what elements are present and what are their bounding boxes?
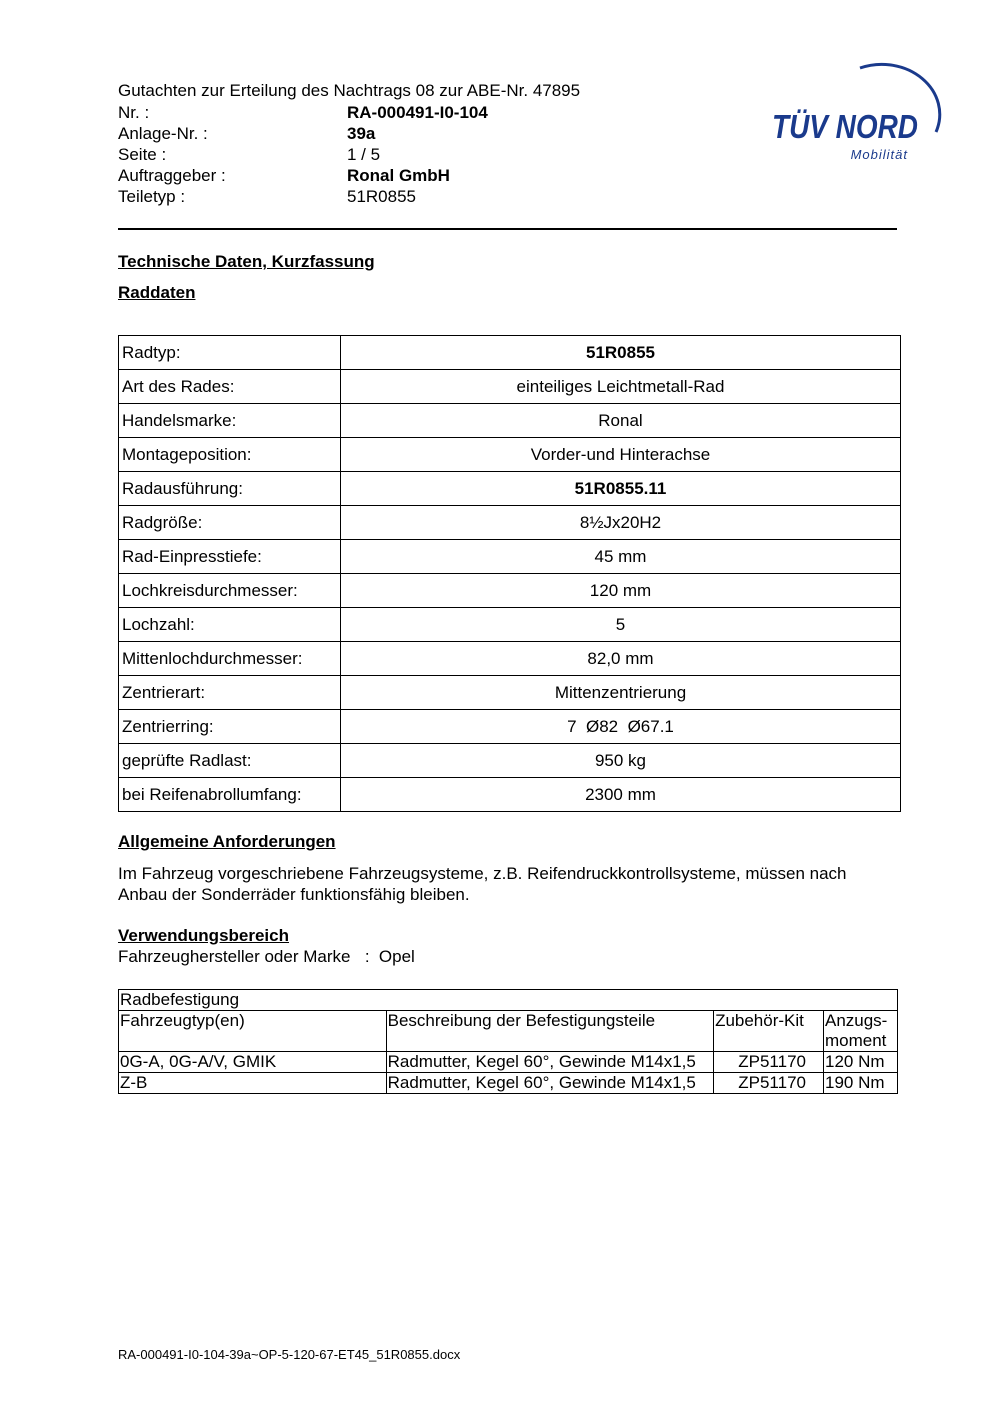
table-row (119, 1052, 898, 1073)
raddaten-label: Radgröße: (119, 506, 341, 540)
header-label: Seite : (118, 145, 167, 164)
raddaten-value: 51R0855.11 (341, 472, 901, 506)
column-header: Fahrzeugtyp(en) (119, 1011, 387, 1052)
verwendung-separator: : (364, 947, 370, 966)
table-row (119, 370, 901, 404)
header-label: Anlage-Nr. : (118, 124, 208, 143)
raddaten-value: 5 (341, 608, 901, 642)
table-row (119, 778, 901, 812)
raddaten-label: Art des Rades: (119, 370, 341, 404)
raddaten-value: 2300 mm (341, 778, 901, 812)
verwendung-value: Opel (378, 947, 415, 966)
header-divider (118, 228, 897, 230)
raddaten-value: 82,0 mm (341, 642, 901, 676)
raddaten-label: Zentrierart: (119, 676, 341, 710)
raddaten-value: Ronal (341, 404, 901, 438)
header-info (118, 102, 488, 207)
header-value: RA-000491-I0-104 (347, 103, 488, 122)
raddaten-label: Lochkreisdurchmesser: (119, 574, 341, 608)
section-heading-verwendung: Verwendungsbereich (118, 926, 289, 945)
footer-filename: RA-000491-I0-104-39a~OP-5-120-67-ET45_51R0855.docx (118, 1347, 461, 1362)
header-row-anlage (118, 123, 488, 144)
section-heading-allgemein: Allgemeine Anforderungen (118, 832, 336, 851)
header-label: Teiletyp : (118, 187, 186, 206)
raddaten-value: 7 Ø82 Ø67.1 (341, 710, 901, 744)
table-row (119, 676, 901, 710)
allgemein-paragraph: Im Fahrzeug vorgeschriebene Fahrzeugsysteme, z.B. Reifendruckkontrollsysteme, müssen nach Anbau der Sonderräder funktionsfähig bleiben. (118, 864, 847, 904)
verwendung-line (118, 946, 415, 967)
raddaten-label: Zentrierring: (119, 710, 341, 744)
logo-brand-text: TÜV NORD (772, 108, 918, 145)
raddaten-value: 51R0855 (341, 336, 901, 370)
raddaten-value: Mittenzentrierung (341, 676, 901, 710)
section-heading-technical: Technische Daten, Kurzfassung (118, 252, 375, 271)
table-cell: Radmutter, Kegel 60°, Gewinde M14x1,5 (386, 1073, 713, 1094)
column-header: Anzugs- moment (823, 1011, 897, 1052)
column-header: Beschreibung der Befestigungsteile (386, 1011, 713, 1052)
header-row-seite (118, 144, 488, 165)
table-row (119, 506, 901, 540)
raddaten-value: Vorder-und Hinterachse (341, 438, 901, 472)
befestigung-title: Radbefestigung (119, 990, 898, 1011)
raddaten-value: 950 kg (341, 744, 901, 778)
table-cell: 190 Nm (823, 1073, 897, 1094)
raddaten-value: 45 mm (341, 540, 901, 574)
befestigung-table (118, 989, 898, 1094)
raddaten-label: bei Reifenabrollumfang: (119, 778, 341, 812)
raddaten-table (118, 335, 901, 812)
raddaten-value: 8½Jx20H2 (341, 506, 901, 540)
table-row (119, 574, 901, 608)
table-row (119, 472, 901, 506)
table-row (119, 608, 901, 642)
tuv-nord-logo (770, 60, 945, 164)
column-header: Zubehör-Kit (714, 1011, 824, 1052)
header-label: Auftraggeber : (118, 166, 226, 185)
header-value: 1 / 5 (347, 145, 381, 164)
table-row (119, 990, 898, 1011)
logo-sub-text: Mobilität (850, 147, 908, 162)
table-row (119, 744, 901, 778)
raddaten-label: Handelsmarke: (119, 404, 341, 438)
header-value: Ronal GmbH (347, 166, 450, 185)
header-row-auftraggeber (118, 165, 488, 186)
section-heading-raddaten: Raddaten (118, 283, 196, 302)
raddaten-label: Lochzahl: (119, 608, 341, 642)
raddaten-label: Rad-Einpresstiefe: (119, 540, 341, 574)
document-title: Gutachten zur Erteilung des Nachtrags 08 zur ABE-Nr. 47895 (118, 81, 581, 100)
table-header-row (119, 1011, 898, 1052)
header-row-teiletyp (118, 186, 488, 207)
table-cell: ZP51170 (714, 1073, 824, 1094)
header-value: 39a (347, 124, 376, 143)
table-cell: Z-B (119, 1073, 387, 1094)
table-row (119, 1073, 898, 1094)
raddaten-label: geprüfte Radlast: (119, 744, 341, 778)
verwendung-label: Fahrzeughersteller oder Marke (118, 947, 351, 966)
table-cell: 0G-A, 0G-A/V, GMIK (119, 1052, 387, 1073)
table-cell: 120 Nm (823, 1052, 897, 1073)
table-row (119, 710, 901, 744)
raddaten-label: Montageposition: (119, 438, 341, 472)
table-row (119, 438, 901, 472)
table-row (119, 540, 901, 574)
raddaten-label: Radausführung: (119, 472, 341, 506)
table-row (119, 404, 901, 438)
raddaten-value: einteiliges Leichtmetall-Rad (341, 370, 901, 404)
raddaten-label: Radtyp: (119, 336, 341, 370)
header-row-nr (118, 102, 488, 123)
table-cell: Radmutter, Kegel 60°, Gewinde M14x1,5 (386, 1052, 713, 1073)
header-label: Nr. : (118, 103, 150, 122)
table-cell: ZP51170 (714, 1052, 824, 1073)
header-value: 51R0855 (347, 187, 417, 206)
raddaten-label: Mittenlochdurchmesser: (119, 642, 341, 676)
table-row (119, 336, 901, 370)
raddaten-value: 120 mm (341, 574, 901, 608)
table-row (119, 642, 901, 676)
